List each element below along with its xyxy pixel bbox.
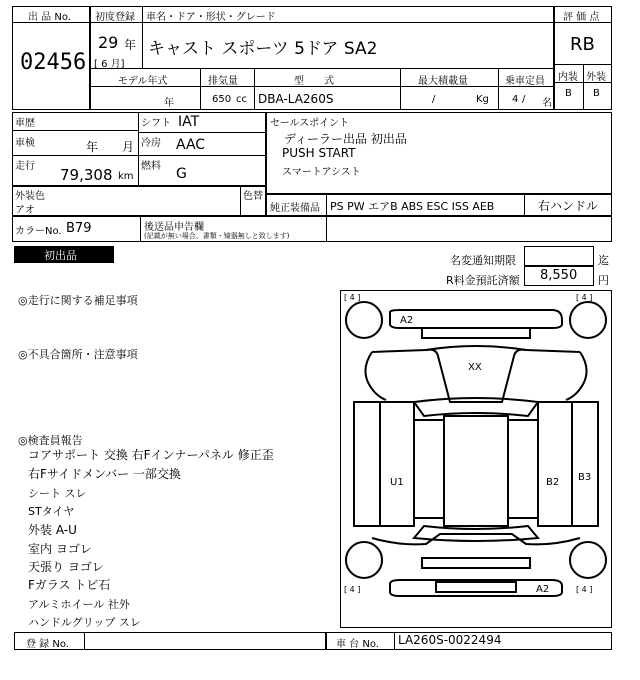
mileage-unit: km (118, 171, 134, 182)
registration-month: [ 6 月] (94, 59, 125, 70)
equipment-value: PS PW エアB ABS ESC ISS AEB (330, 200, 495, 213)
ac-value: AAC (176, 137, 206, 153)
shaken-label: 車検 (15, 138, 35, 149)
exterior-color-box (12, 186, 266, 216)
sales-point-2: PUSH START (282, 146, 356, 160)
model-type-label: 型 式 (294, 76, 334, 87)
exterior-color-value: アオ (15, 205, 35, 216)
inspector-line: アルミホイール 社外 (28, 598, 130, 611)
fuel-label: 燃料 (141, 161, 161, 172)
fuel-value: G (176, 166, 187, 182)
tire-rear-right-depth: [ 4 ] (576, 585, 593, 594)
ac-label: 冷房 (141, 138, 161, 149)
chassis-number-label: 車 台 No. (336, 639, 379, 650)
first-registration-label: 初度登録 (95, 12, 135, 23)
name-change-unit: 迄 (598, 254, 609, 267)
car-outline-svg (340, 290, 612, 628)
tire-rear-left-depth: [ 4 ] (344, 585, 361, 594)
color-number-label: カラーNo. (15, 226, 62, 237)
repaint-label: 色替 (243, 191, 263, 202)
equipment-label: 純正装備品 (270, 203, 320, 214)
first-listing-text: 初出品 (44, 249, 77, 262)
inspector-line: 右Fサイドメンバー 一部交換 (28, 467, 181, 481)
color-number-box (12, 216, 612, 242)
recycle-amount: 8,550 (540, 268, 578, 283)
registration-year-unit: 年 (124, 38, 137, 52)
recycle-label: R料金預託済額 (446, 274, 520, 287)
registration-number-label: 登 録 No. (26, 639, 69, 650)
model-type-value: DBA-LA260S (258, 92, 334, 106)
displacement-value: 650 (212, 94, 232, 105)
name-change-label: 名変通知期限 (450, 254, 516, 267)
inspector-line: Fガラス トビ石 (28, 578, 111, 592)
inspector-line: STタイヤ (28, 505, 75, 518)
seats-unit: 名 (542, 98, 552, 109)
driving-remarks-title: ◎走行に関する補足事項 (18, 294, 138, 307)
mileage-value: 79,308 (60, 166, 113, 184)
inspector-line: ハンドルグリップ スレ (28, 616, 141, 629)
interior-score: B (565, 88, 572, 99)
registration-year: 29 (98, 33, 119, 52)
displacement-label: 排気量 (208, 76, 238, 87)
car-name: キャスト スポーツ 5ドア SA2 (148, 39, 378, 59)
inspector-line: 天張り ヨゴレ (28, 560, 104, 574)
car-name-label: 車名・ドア・形状・グレード (146, 12, 276, 23)
seats-separator: / (522, 94, 526, 105)
exterior-color-label: 外装色 (15, 191, 45, 202)
exterior-label: 外装 (586, 72, 606, 83)
sales-point-3: スマートアシスト (282, 167, 361, 178)
evaluation-label: 評 価 点 (563, 12, 600, 23)
max-load-label: 最大積載量 (418, 76, 468, 87)
history-label: 車歴 (15, 118, 35, 129)
tire-front-right-depth: [ 4 ] (576, 293, 593, 302)
damage-mark-right-rear: B3 (578, 472, 592, 483)
exterior-score: B (593, 88, 600, 99)
interior-label: 内装 (558, 72, 578, 83)
recycle-unit: 円 (598, 274, 609, 287)
damage-mark-right-side: B2 (546, 477, 560, 488)
lot-number: 02456 (20, 50, 87, 75)
inspector-line: シート スレ (28, 487, 87, 500)
damage-mark-front-bumper: A2 (400, 315, 414, 326)
shift-value: IAT (178, 114, 200, 130)
color-number-value: B79 (66, 221, 92, 236)
details-box (12, 112, 266, 186)
sales-points-label: セールスポイント (270, 118, 350, 129)
max-load-value: / (432, 94, 436, 105)
seats-value: 4 (512, 94, 519, 105)
damage-mark-left-side: U1 (390, 477, 404, 488)
model-year-label: モデル年式 (118, 76, 168, 87)
defect-remarks-title: ◎不具合箇所・注意事項 (18, 348, 138, 361)
damage-mark-hood: XX (468, 362, 482, 373)
mileage-label: 走行 (15, 161, 35, 172)
car-damage-diagram (340, 290, 612, 628)
max-load-unit: Kg (476, 94, 489, 105)
chassis-number-value: LA260S-0022494 (398, 633, 502, 647)
shaken-year: 年 (86, 140, 99, 154)
shift-label: シフト (141, 118, 171, 129)
inspector-line: コアサポート 交換 右Fインナーパネル 修正歪 (28, 448, 274, 462)
tire-front-left-depth: [ 4 ] (344, 293, 361, 302)
model-year-unit: 年 (164, 98, 174, 109)
handle-position: 右ハンドル (538, 199, 599, 213)
displacement-unit: cc (236, 94, 247, 105)
lot-number-label: 出 品 No. (28, 12, 71, 23)
sales-point-1: ディーラー出品 初出品 (284, 132, 407, 146)
inspector-report-title: ◎検査員報告 (18, 434, 83, 447)
name-change-deadline (524, 246, 594, 266)
inspector-line: 室内 ヨゴレ (28, 542, 92, 556)
seats-label: 乗車定員 (505, 76, 545, 87)
after-items-note: (記載が無い場合、書類・镜器無しと致します) (144, 232, 290, 240)
after-items-label: 後送品申告欄 (144, 222, 204, 233)
damage-mark-rear-bumper: A2 (536, 584, 550, 595)
inspector-line: 外装 A-U (28, 523, 77, 537)
shaken-month: 月 (122, 140, 135, 154)
evaluation-score: RB (570, 34, 595, 55)
